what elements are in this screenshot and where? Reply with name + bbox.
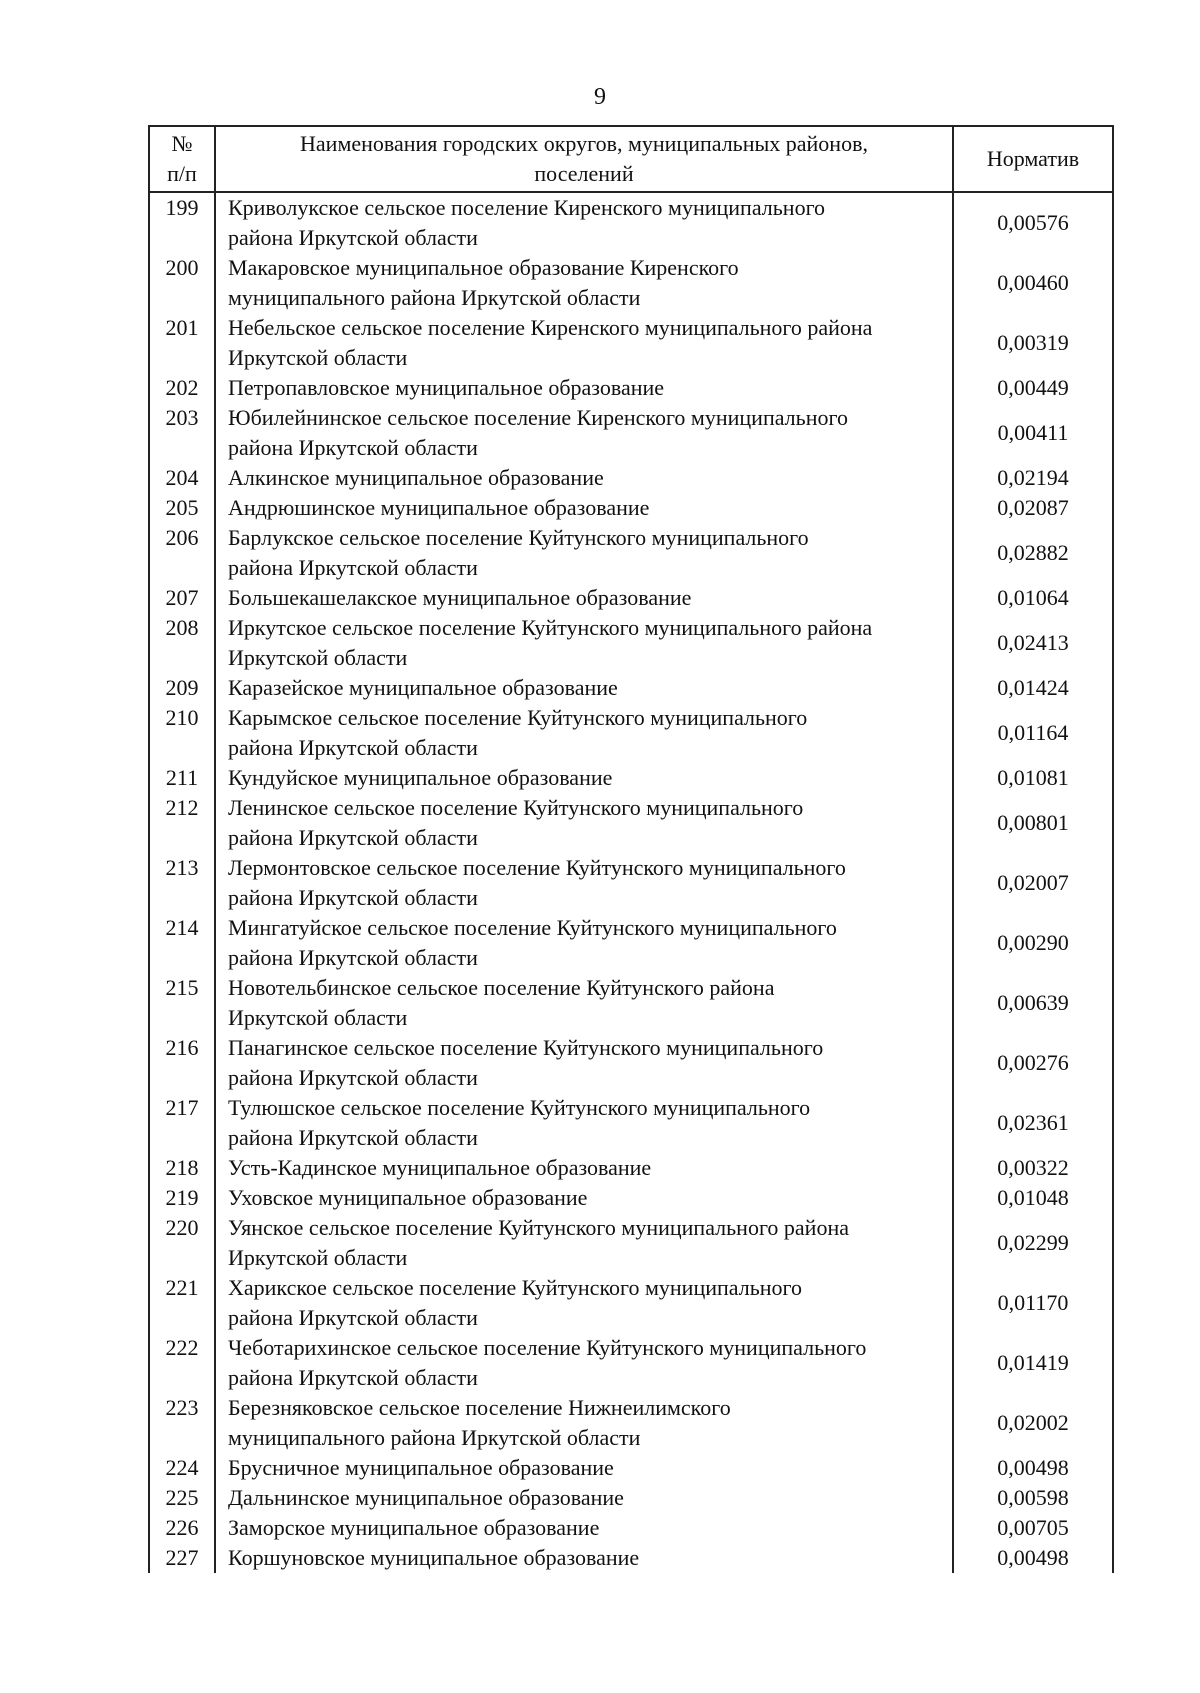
row-name: Березняковское сельское поселение Нижнеилимского муниципального района Иркутской области bbox=[215, 1393, 953, 1453]
table-row bbox=[149, 1153, 1113, 1183]
normatives-table bbox=[148, 125, 1114, 1573]
row-name: Ленинское сельское поселение Куйтунского муниципального района Иркутской области bbox=[215, 793, 953, 853]
row-name: Большекашелакское муниципальное образование bbox=[215, 583, 953, 613]
row-normative: 0,01424 bbox=[953, 673, 1113, 703]
row-normative: 0,01164 bbox=[953, 703, 1113, 763]
row-name: Панагинское сельское поселение Куйтунского муниципального района Иркутской области bbox=[215, 1033, 953, 1093]
row-name: Брусничное муниципальное образование bbox=[215, 1453, 953, 1483]
row-name: Юбилейнинское сельское поселение Киренского муниципального района Иркутской области bbox=[215, 403, 953, 463]
row-number: 221 bbox=[149, 1273, 215, 1333]
table-row bbox=[149, 703, 1113, 763]
row-name: Барлукское сельское поселение Куйтунского муниципального района Иркутской области bbox=[215, 523, 953, 583]
row-number: 226 bbox=[149, 1513, 215, 1543]
table-row bbox=[149, 1513, 1113, 1543]
table-row bbox=[149, 913, 1113, 973]
table-row bbox=[149, 853, 1113, 913]
row-name: Чеботарихинское сельское поселение Куйтунского муниципального района Иркутской области bbox=[215, 1333, 953, 1393]
row-number: 217 bbox=[149, 1093, 215, 1153]
table-row bbox=[149, 1393, 1113, 1453]
row-name: Лермонтовское сельское поселение Куйтунского муниципального района Иркутской области bbox=[215, 853, 953, 913]
row-normative: 0,02007 bbox=[953, 853, 1113, 913]
row-number: 205 bbox=[149, 493, 215, 523]
row-number: 212 bbox=[149, 793, 215, 853]
row-normative: 0,02882 bbox=[953, 523, 1113, 583]
row-normative: 0,01064 bbox=[953, 583, 1113, 613]
table-row bbox=[149, 1453, 1113, 1483]
row-normative: 0,00639 bbox=[953, 973, 1113, 1033]
table-header-row bbox=[149, 126, 1113, 192]
header-name: Наименования городских округов, муниципальных районов, поселений bbox=[215, 126, 953, 192]
table-row bbox=[149, 523, 1113, 583]
table-row bbox=[149, 1093, 1113, 1153]
row-number: 206 bbox=[149, 523, 215, 583]
table-row bbox=[149, 463, 1113, 493]
row-name: Карымское сельское поселение Куйтунского муниципального района Иркутской области bbox=[215, 703, 953, 763]
table-row bbox=[149, 1273, 1113, 1333]
header-number: № п/п bbox=[149, 126, 215, 192]
row-name: Петропавловское муниципальное образование bbox=[215, 373, 953, 403]
row-name: Усть-Кадинское муниципальное образование bbox=[215, 1153, 953, 1183]
row-number: 225 bbox=[149, 1483, 215, 1513]
row-number: 219 bbox=[149, 1183, 215, 1213]
row-name: Небельское сельское поселение Киренского муниципального района Иркутской области bbox=[215, 313, 953, 373]
row-number: 213 bbox=[149, 853, 215, 913]
row-number: 208 bbox=[149, 613, 215, 673]
row-number: 209 bbox=[149, 673, 215, 703]
row-normative: 0,02361 bbox=[953, 1093, 1113, 1153]
table-row bbox=[149, 192, 1113, 253]
row-name: Кундуйское муниципальное образование bbox=[215, 763, 953, 793]
row-normative: 0,02194 bbox=[953, 463, 1113, 493]
row-name: Коршуновское муниципальное образование bbox=[215, 1543, 953, 1573]
row-normative: 0,00276 bbox=[953, 1033, 1113, 1093]
row-name: Уховское муниципальное образование bbox=[215, 1183, 953, 1213]
row-name: Мингатуйское сельское поселение Куйтунского муниципального района Иркутской области bbox=[215, 913, 953, 973]
page-number: 9 bbox=[594, 84, 606, 110]
table-row bbox=[149, 1183, 1113, 1213]
row-normative: 0,02087 bbox=[953, 493, 1113, 523]
row-name: Уянское сельское поселение Куйтунского муниципального района Иркутской области bbox=[215, 1213, 953, 1273]
row-normative: 0,00460 bbox=[953, 253, 1113, 313]
row-normative: 0,00705 bbox=[953, 1513, 1113, 1543]
row-number: 223 bbox=[149, 1393, 215, 1453]
table-row bbox=[149, 583, 1113, 613]
table-row bbox=[149, 1333, 1113, 1393]
row-normative: 0,00319 bbox=[953, 313, 1113, 373]
table-row bbox=[149, 1543, 1113, 1573]
row-number: 220 bbox=[149, 1213, 215, 1273]
row-name: Каразейское муниципальное образование bbox=[215, 673, 953, 703]
row-number: 201 bbox=[149, 313, 215, 373]
row-normative: 0,02002 bbox=[953, 1393, 1113, 1453]
table-row bbox=[149, 253, 1113, 313]
row-name: Харикское сельское поселение Куйтунского муниципального района Иркутской области bbox=[215, 1273, 953, 1333]
row-name: Макаровское муниципальное образование Киренского муниципального района Иркутской области bbox=[215, 253, 953, 313]
row-number: 203 bbox=[149, 403, 215, 463]
row-name: Алкинское муниципальное образование bbox=[215, 463, 953, 493]
row-number: 215 bbox=[149, 973, 215, 1033]
row-number: 218 bbox=[149, 1153, 215, 1183]
table-row bbox=[149, 373, 1113, 403]
row-number: 216 bbox=[149, 1033, 215, 1093]
row-normative: 0,00322 bbox=[953, 1153, 1113, 1183]
row-normative: 0,02413 bbox=[953, 613, 1113, 673]
row-normative: 0,02299 bbox=[953, 1213, 1113, 1273]
row-name: Дальнинское муниципальное образование bbox=[215, 1483, 953, 1513]
row-number: 202 bbox=[149, 373, 215, 403]
row-number: 214 bbox=[149, 913, 215, 973]
table-row bbox=[149, 973, 1113, 1033]
row-normative: 0,00449 bbox=[953, 373, 1113, 403]
row-normative: 0,01048 bbox=[953, 1183, 1113, 1213]
table-row bbox=[149, 1483, 1113, 1513]
row-normative: 0,00498 bbox=[953, 1453, 1113, 1483]
row-number: 227 bbox=[149, 1543, 215, 1573]
table-row bbox=[149, 313, 1113, 373]
row-number: 207 bbox=[149, 583, 215, 613]
row-number: 211 bbox=[149, 763, 215, 793]
row-name: Заморское муниципальное образование bbox=[215, 1513, 953, 1543]
row-normative: 0,00290 bbox=[953, 913, 1113, 973]
table-body bbox=[149, 192, 1113, 1573]
row-normative: 0,00498 bbox=[953, 1543, 1113, 1573]
table-row bbox=[149, 793, 1113, 853]
row-normative: 0,01081 bbox=[953, 763, 1113, 793]
row-normative: 0,00411 bbox=[953, 403, 1113, 463]
row-name: Иркутское сельское поселение Куйтунского муниципального района Иркутской области bbox=[215, 613, 953, 673]
row-normative: 0,01170 bbox=[953, 1273, 1113, 1333]
row-name: Новотельбинское сельское поселение Куйтунского района Иркутской области bbox=[215, 973, 953, 1033]
row-name: Тулюшское сельское поселение Куйтунского муниципального района Иркутской области bbox=[215, 1093, 953, 1153]
table-row bbox=[149, 493, 1113, 523]
table-row bbox=[149, 763, 1113, 793]
table-row bbox=[149, 613, 1113, 673]
table-row bbox=[149, 403, 1113, 463]
row-number: 200 bbox=[149, 253, 215, 313]
row-normative: 0,01419 bbox=[953, 1333, 1113, 1393]
row-name: Андрюшинское муниципальное образование bbox=[215, 493, 953, 523]
header-normative: Норматив bbox=[953, 126, 1113, 192]
row-number: 222 bbox=[149, 1333, 215, 1393]
row-number: 224 bbox=[149, 1453, 215, 1483]
table-row bbox=[149, 673, 1113, 703]
row-number: 210 bbox=[149, 703, 215, 763]
row-normative: 0,00801 bbox=[953, 793, 1113, 853]
table-row bbox=[149, 1213, 1113, 1273]
row-number: 204 bbox=[149, 463, 215, 493]
table-row bbox=[149, 1033, 1113, 1093]
row-normative: 0,00576 bbox=[953, 192, 1113, 253]
row-number: 199 bbox=[149, 192, 215, 253]
row-normative: 0,00598 bbox=[953, 1483, 1113, 1513]
row-name: Криволукское сельское поселение Киренского муниципального района Иркутской области bbox=[215, 192, 953, 253]
